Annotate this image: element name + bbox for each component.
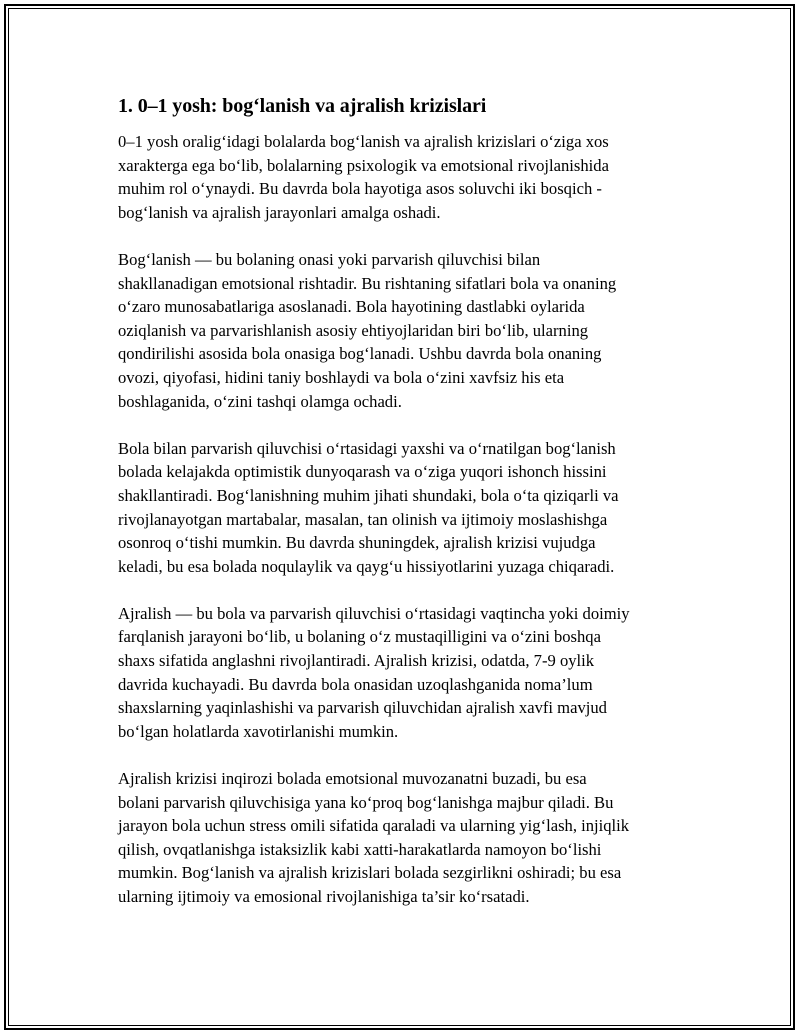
paragraph-attachment-effects: Bola bilan parvarish qiluvchisi o‘rtasidagi yaxshi va o‘rnatilgan bog‘lanish bolada kelajakda optimistik dunyoqarash va o‘ziga yuqori ishonch hissini shakllantiradi. Bog‘lanishning muhim jihati shundaki, bola o‘ta qiziqarli va rivojlanayotgan martabalar, masalan, tan olinish va ijtimoiy moslashishga osonroq o‘tishi mumkin. Bu davrda shuningdek, ajralish krizisi vujudga keladi, bu esa bolada noqulaylik va qayg‘u hissiyotlarini yuzaga chiqaradi. [118,438,619,576]
paragraph-intro: 0–1 yosh oralig‘idagi bolalarda bog‘lanish va ajralish krizislari o‘ziga xos xarakterga ega bo‘lib, bolalarning psixologik va emotsional rivojlanishida muhim rol o‘ynaydi. Bu davrda bola hayotiga asos soluvchi iki bosqich - bog‘lanish va ajralish jarayonlari amalga oshadi. [118,132,609,222]
paragraph-separation: Ajralish — bu bola va parvarish qiluvchisi o‘rtasidagi vaqtincha yoki doimiy farqlanish jarayoni bo‘lib, u bolaning o‘z mustaqilligini va o‘zini boshqa shaxs sifatida anglashni rivojlantiradi. Ajralish krizisi, odatda, 7-9 oylik davrida kuchayadi. Bu davrda bola onasidan uzoqlashganida noma’lum shaxslarning yaqinlashishi va parvarish qiluvchidan ajralish xavfi mavjud bo‘lgan holatlarda xavotirlanishi mumkin. [118,603,630,741]
document-body [118,94,678,932]
paragraph-attachment: Bog‘lanish — bu bolaning onasi yoki parvarish qiluvchisi bilan shakllanadigan emotsional rishtadir. Bu rishtaning sifatlari bola va onaning o‘zaro munosabatlariga asoslanadi. Bola hayotining dastlabki oylarida oziqlanish va parvarishlanish asosiy ehtiyojlaridan biri bo‘lib, ularning qondirilishi asosida bola onasiga bog‘lanadi. Ushbu davrda bola onaning ovozi, qiyofasi, hidini taniy boshlaydi va bola o‘zini xavfsiz his eta boshlaganida, o‘zini tashqi olamga ochadi. [118,249,617,411]
paragraph-separation-crisis: Ajralish krizisi inqirozi bolada emotsional muvozanatni buzadi, bu esa bolani parvarish qiluvchisiga yana ko‘proq bog‘lanishga majbur qiladi. Bu jarayon bola uchun stress omili sifatida qaraladi va ularning yig‘lash, injiqlik qilish, ovqatlanishga istaksizlik kabi xatti-harakatlarda namoyon bo‘lishi mumkin. Bog‘lanish va ajralish krizislari bolada sezgirlikni oshiradi; bu esa ularning ijtimoiy va emosional rivojlanishiga ta’sir ko‘rsatadi. [118,769,630,906]
section-heading: 1. 0–1 yosh: bog‘lanish va ajralish krizislari [118,95,487,117]
